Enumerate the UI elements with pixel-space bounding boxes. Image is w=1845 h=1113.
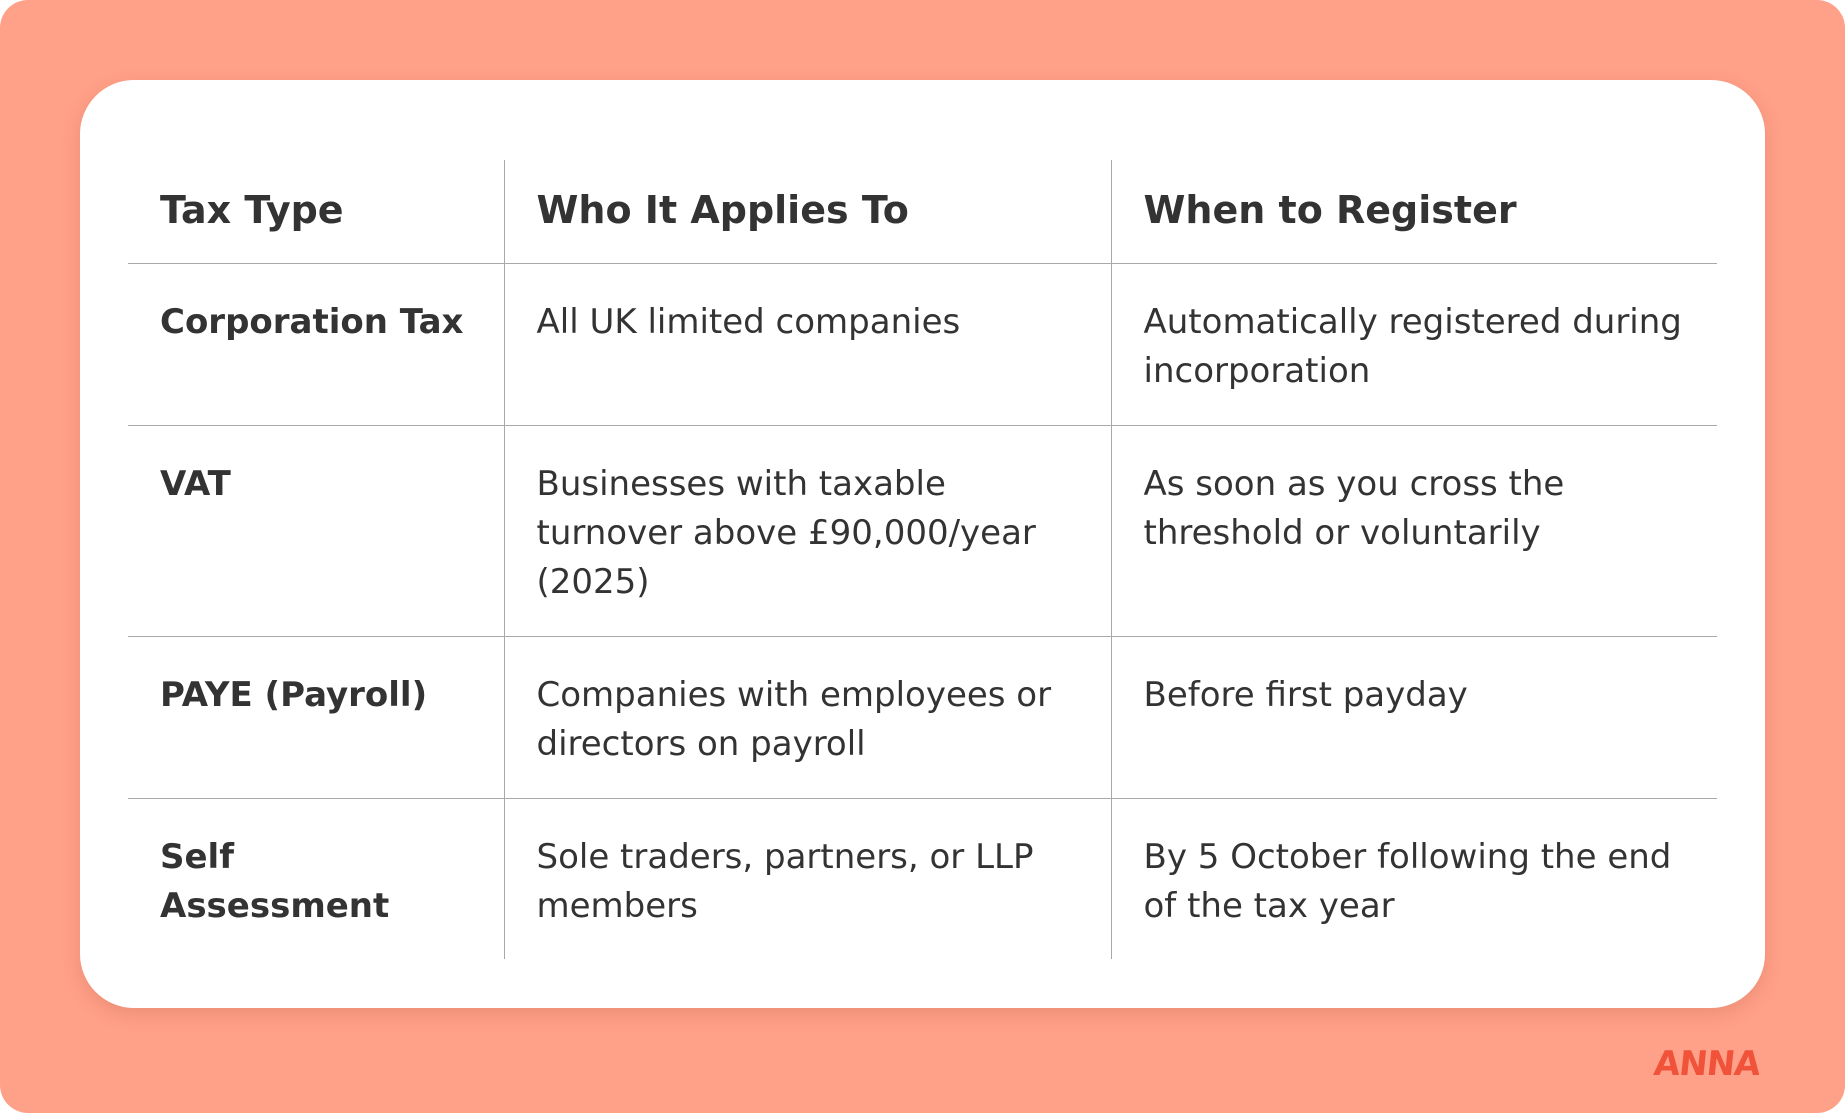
header-tax-type: Tax Type (128, 160, 504, 263)
tax-type-cell: Self Assessment (128, 798, 504, 959)
when-to-register-cell: Before first payday (1111, 636, 1717, 798)
tax-type-cell: PAYE (Payroll) (128, 636, 504, 798)
table-header-row (128, 160, 1717, 263)
when-to-register-cell: By 5 October following the end of the tax year (1111, 798, 1717, 959)
table-row (128, 798, 1717, 959)
applies-to-cell: Sole traders, partners, or LLP members (504, 798, 1111, 959)
applies-to-cell: All UK limited companies (504, 263, 1111, 425)
table-card (80, 80, 1765, 1008)
header-who-it-applies-to: Who It Applies To (504, 160, 1111, 263)
tax-type-cell: VAT (128, 425, 504, 636)
when-to-register-cell: Automatically registered during incorporation (1111, 263, 1717, 425)
tax-type-cell: Corporation Tax (160, 301, 464, 342)
when-to-register-cell: As soon as you cross the threshold or voluntarily (1111, 425, 1717, 636)
table-row (128, 636, 1717, 798)
header-when-to-register: When to Register (1111, 160, 1717, 263)
applies-to-cell: Businesses with taxable turnover above £90,000/year (2025) (504, 425, 1111, 636)
anna-logo: ANNA (1651, 1044, 1762, 1084)
table-row (128, 263, 1717, 425)
table-row (128, 425, 1717, 636)
tax-table (128, 160, 1717, 959)
applies-to-cell: Companies with employees or directors on payroll (504, 636, 1111, 798)
